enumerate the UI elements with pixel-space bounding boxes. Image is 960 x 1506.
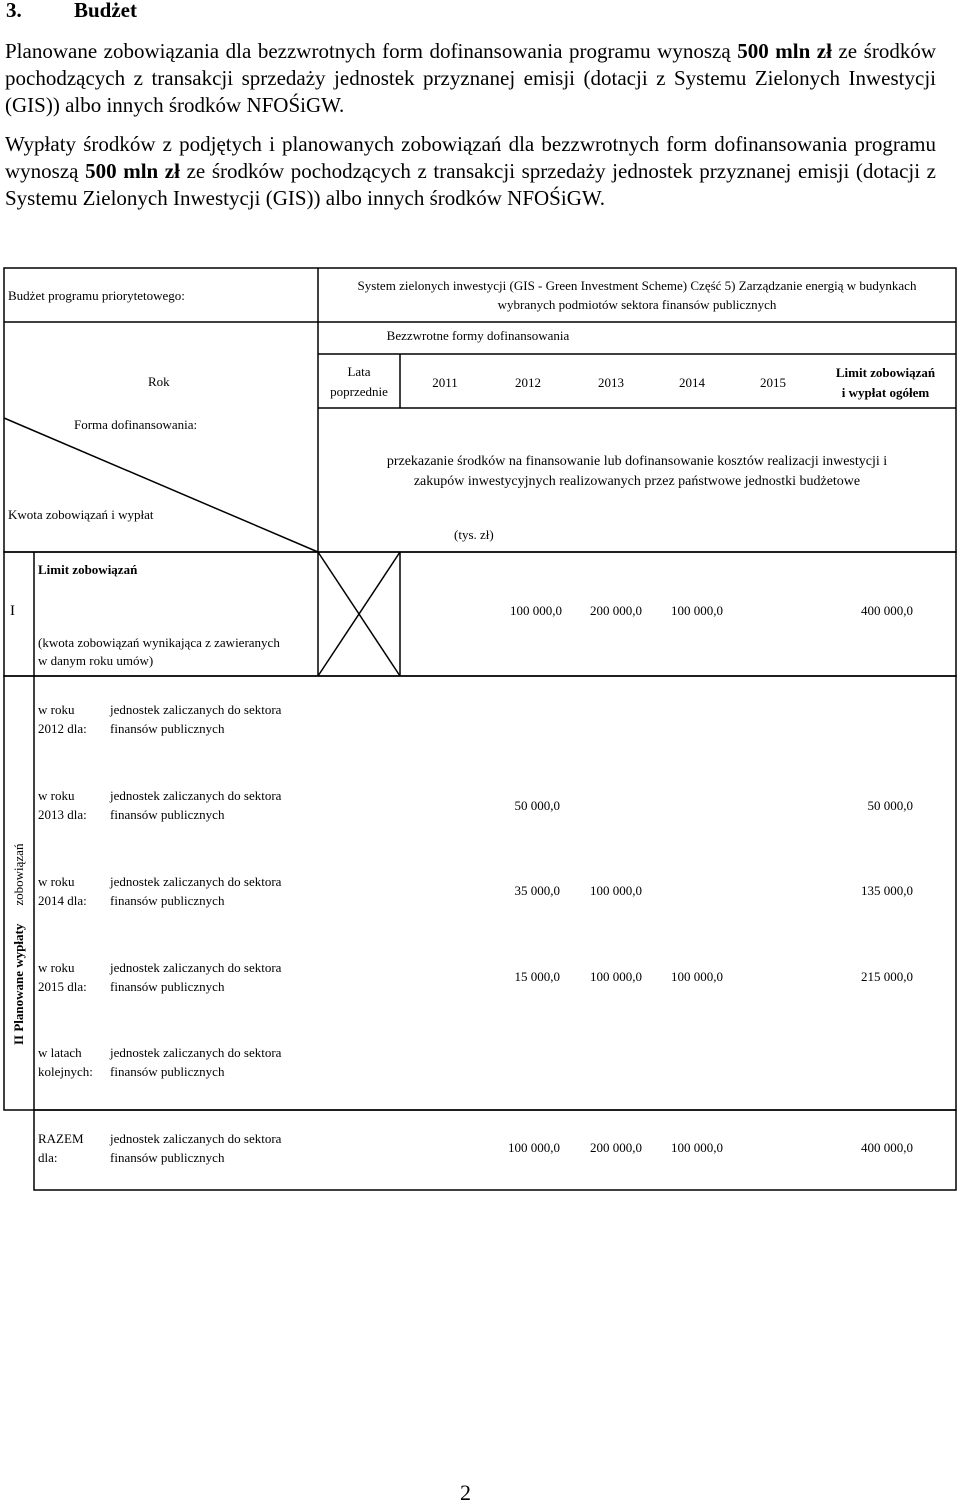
section-title: Budżet [74, 0, 137, 22]
form-type-label: Bezzwrotne formy dofinansowania [386, 328, 570, 343]
section2-title-text: II Planowane wypłaty [11, 923, 26, 1045]
paragraph-text: Planowane zobowiązania dla bezzwrotnych form dofinansowania programu wynoszą [5, 39, 738, 63]
section-number: 3. [6, 0, 22, 22]
amount-bold: 500 mln zł [85, 159, 180, 183]
row-label-line1: w roku [38, 788, 75, 803]
section1-value-total: 400 000,0 [861, 603, 913, 618]
year-header-2014: 2014 [679, 375, 705, 390]
total-value-2012: 100 000,0 [508, 1140, 560, 1155]
year-header-previous-2: poprzednie [330, 384, 388, 399]
page-number: 2 [460, 1480, 471, 1505]
row-desc-line2: finansów publicznych [110, 1064, 225, 1079]
row-label-line2: 2012 dla: [38, 721, 87, 736]
row-value-total: 215 000,0 [861, 969, 913, 984]
amount-bold: 500 mln zł [737, 39, 832, 63]
section1-value-2014: 100 000,0 [671, 603, 723, 618]
rok-label: Rok [148, 374, 170, 389]
row-label-line1: w roku [38, 960, 75, 975]
row-label-line1: w roku [38, 702, 75, 717]
total-label-line1: RAZEM [38, 1131, 84, 1146]
row-desc-line1: jednostek zaliczanych do sektora [110, 1045, 282, 1060]
year-header-2013: 2013 [598, 375, 624, 390]
row-value-total: 50 000,0 [867, 798, 913, 813]
row-value-2013: 15 000,0 [514, 969, 560, 984]
row-label-line2: 2013 dla: [38, 807, 87, 822]
unit-label: (tys. zł) [454, 527, 494, 542]
total-desc-line1: jednostek zaliczanych do sektora [110, 1131, 282, 1146]
section1-note-line1: (kwota zobowiązań wynikająca z zawieranych [38, 635, 280, 650]
row-desc-line1: jednostek zaliczanych do sektora [110, 960, 282, 975]
year-header-2012: 2012 [515, 375, 541, 390]
total-header-line1: Limit zobowiązań [835, 365, 936, 380]
section1-note-line2: w danym roku umów) [38, 653, 154, 668]
year-header-2011: 2011 [432, 375, 458, 390]
row-desc-line2: finansów publicznych [110, 979, 225, 994]
total-label-line2: dla: [38, 1150, 58, 1165]
section2-vertical-title [11, 844, 27, 1045]
total-desc-line2: finansów publicznych [110, 1150, 225, 1165]
row-value-2013: 50 000,0 [514, 798, 560, 813]
row-value-2014: 100 000,0 [590, 883, 642, 898]
row-value-2013: 35 000,0 [514, 883, 560, 898]
budget-label: Budżet programu priorytetowego: [8, 288, 185, 303]
row-label-line2: 2014 dla: [38, 893, 87, 908]
section1-numeral: I [10, 603, 15, 619]
row-value-2014: 100 000,0 [590, 969, 642, 984]
section1-value-2012: 100 000,0 [510, 603, 562, 618]
section2-subtitle-text: zobowiązań [11, 843, 26, 906]
row-label-line2: kolejnych: [38, 1064, 93, 1079]
program-name-line2: wybranych podmiotów sektora finansów publicznych [497, 297, 777, 312]
paragraph-text: ze środków pochodzących z transakcji sprzedaży jednostek przyznanej emisji (dotacji z Systemu Zielonych Inwestycji (GIS)) albo innych środków NFOŚiGW. [5, 159, 936, 210]
row-label-line1: w roku [38, 874, 75, 889]
row-desc-line1: jednostek zaliczanych do sektora [110, 702, 282, 717]
program-name-line1: System zielonych inwestycji (GIS - Green Investment Scheme) Część 5) Zarządzanie energią w budynkach [357, 278, 917, 293]
row-label-line2: 2015 dla: [38, 979, 87, 994]
row-value-total: 135 000,0 [861, 883, 913, 898]
purpose-line2: zakupów inwestycyjnych realizowanych przez państwowe jednostki budżetowe [413, 474, 861, 489]
paragraph-text: ze środków pochodzących z transakcji sprzedaży jednostek przyznanej emisji (dotacji z Systemu Zielonych Inwestycji (GIS)) albo innych środków NFOŚiGW. [5, 39, 936, 117]
year-header-previous-1: Lata [347, 364, 371, 379]
row-value-2015: 100 000,0 [671, 969, 723, 984]
section1-title: Limit zobowiązań [38, 562, 138, 577]
paragraph-text: Wypłaty środków z podjętych i planowanych zobowiązań dla bezzwrotnych form dofinansowania programu wynoszą [5, 132, 936, 183]
row-desc-line1: jednostek zaliczanych do sektora [110, 874, 282, 889]
section1-value-2013: 200 000,0 [590, 603, 642, 618]
forma-label: Forma dofinansowania: [74, 417, 198, 432]
total-value-total: 400 000,0 [861, 1140, 913, 1155]
row-desc-line2: finansów publicznych [110, 807, 225, 822]
total-header-line2: i wypłat ogółem [841, 385, 930, 400]
year-header-2015: 2015 [760, 375, 786, 390]
kwota-label: Kwota zobowiązań i wypłat [8, 507, 154, 522]
row-desc-line2: finansów publicznych [110, 721, 225, 736]
row-desc-line2: finansów publicznych [110, 893, 225, 908]
total-value-2014: 100 000,0 [671, 1140, 723, 1155]
row-desc-line1: jednostek zaliczanych do sektora [110, 788, 282, 803]
purpose-line1: przekazanie środków na finansowanie lub dofinansowanie kosztów realizacji inwestycji i [386, 454, 888, 469]
row-label-line1: w latach [38, 1045, 82, 1060]
total-value-2013: 200 000,0 [590, 1140, 642, 1155]
